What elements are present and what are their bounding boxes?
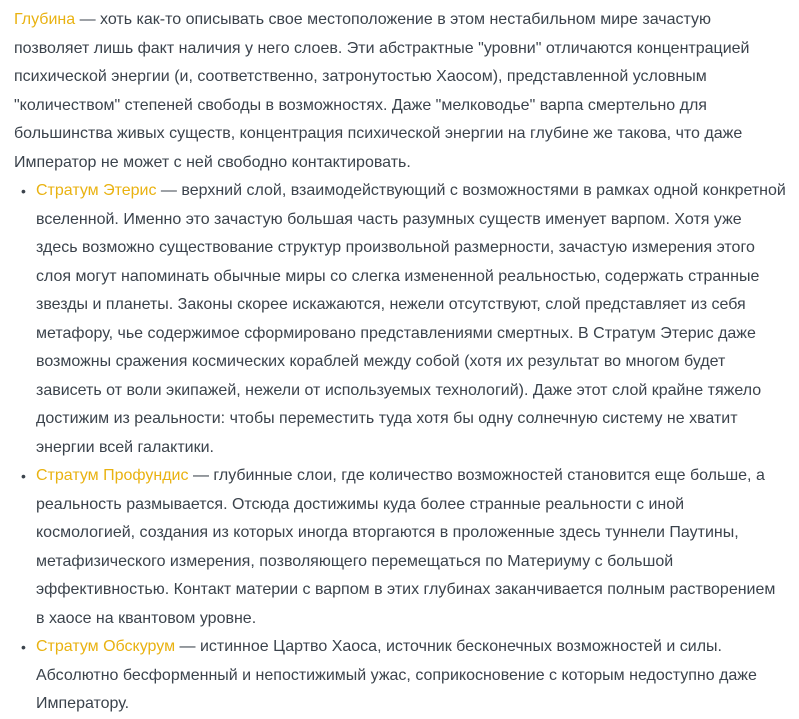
list-item-stratum-obscurum xyxy=(14,633,786,719)
term-link-stratum-profundis[interactable]: Стратум Профундис xyxy=(36,467,189,484)
list-item-text: — верхний слой, взаимодействующий с возможностями в рамках одной конкретной вселенной. Именно это зачастую большая часть разумных существ именует варпом. Хотя уже здесь возможно существование структур произвольной размерности, зачастую измерения этого слоя могут напоминать обычные миры со слегка измененной реальностью, содержать странные звезды и планеты. Законы скорее искажаются, нежели отсутствуют, слой представляет из себя метафору, чье содержимое сформировано представлениями смертных. В Стратум Этерис даже возможны сражения космических кораблей между собой (хотя их результат во многом будет зависеть от воли экипажей, нежели от используемых технологий). Даже этот слой крайне тяжело достижим из реальности: чтобы переместить туда хотя бы одну солнечную систему не хватит энергии всей галактики. xyxy=(36,182,786,456)
term-link-stratum-obscurum[interactable]: Стратум Обскурум xyxy=(36,638,176,655)
intro-text: — хоть как-то описывать свое местоположение в этом нестабильном мире зачастую позволяет лишь факт наличия у него слоев. Эти абстрактные "уровни" отличаются концентрацией психической энергии (и, соответственно, затронутостью Хаосом), представленной условным "количеством" степеней свободы в возможностях. Даже "мелководье" варпа смертельно для большинства живых существ, концентрация психической энергии на глубине же такова, что даже Император не может с ней свободно контактировать. xyxy=(14,11,750,171)
bullet-marker: • xyxy=(21,183,26,199)
list-item-text: — истинное Цартво Хаоса, источник бесконечных возможностей и силы. Абсолютно бесформенный и непостижимый ужас, соприкосновение с которым недоступно даже Императору. xyxy=(36,638,757,712)
strata-list xyxy=(14,177,786,719)
intro-paragraph xyxy=(14,6,786,177)
term-link-stratum-eteris[interactable]: Стратум Этерис xyxy=(36,182,157,199)
list-item-text: — глубинные слои, где количество возможностей становится еще больше, а реальность размывается. Отсюда достижимы куда более странные реальности с иной космологией, создания из которых иногда вторгаются в проложенные здесь туннели Паутины, метафизического измерения, позволяющего перемещаться по Материуму с большой эффективностью. Контакт материи с варпом в этих глубинах заканчивается полным растворением в хаосе на квантовом уровне. xyxy=(36,467,776,627)
term-link-glubina[interactable]: Глубина xyxy=(14,11,76,28)
bullet-marker: • xyxy=(21,468,26,484)
bullet-marker: • xyxy=(21,639,26,655)
list-item-stratum-eteris xyxy=(14,177,786,462)
list-item-stratum-profundis xyxy=(14,462,786,633)
